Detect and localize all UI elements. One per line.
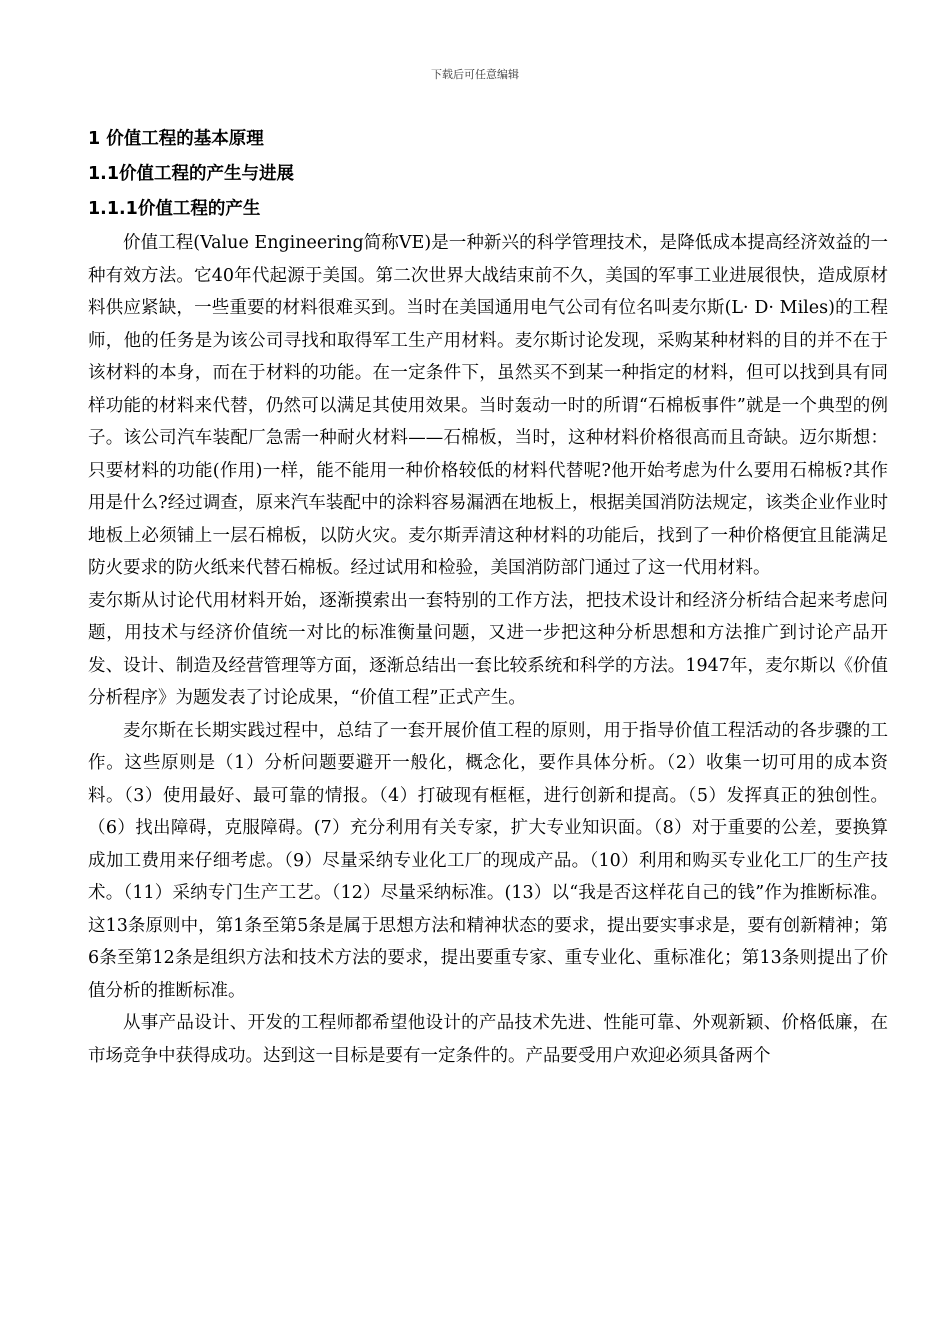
paragraph-methods: 麦尔斯从讨论代用材料开始，逐渐摸索出一套特别的工作方法，把技术设计和经济分析结合起来考虑问题，用技术与经济价值统一对比的标准衡量问题，又进一步把这种分析思想和方法推广到讨论产品开发、设计、制造及经营管理等方面，逐渐总结出一套比较系统和科学的方法。1947年，麦尔斯以《价值分析程序》为题发表了讨论成果，“价值工程”正式产生。 [88,590,888,708]
document-body [88,122,888,1072]
paragraph-origin: 价值工程(Value Engineering简称VE)是一种新兴的科学管理技术，是降低成本提高经济效益的一种有效方法。它40年代起源于美国。第二次世界大战结束前不久，美国的军事工业进展很快，造成原材料供应紧缺，一些重要的材料很难买到。当时在美国通用电气公司有位名叫麦尔斯(L· D· Miles)的工程师，他的任务是为该公司寻找和取得军工生产用材料。麦尔斯讨论发现，采购某种材料的目的并不在于该材料的本身，而在于材料的功能。在一定条件下，虽然买不到某一种指定的材料，但可以找到具有同样功能的材料来代替，仍然可以满足其使用效果。当时轰动一时的所谓“石棉板事件”就是一个典型的例子。该公司汽车装配厂急需一种耐火材料——石棉板，当时，这种材料价格很高而且奇缺。迈尔斯想：只要材料的功能(作用)一样，能不能用一种价格较低的材料代替呢?他开始考虑为什么要用石棉板?其作用是什么?经过调查，原来汽车装配中的涂料容易漏洒在地板上，根据美国消防法规定，该类企业作业时地板上必须铺上一层石棉板，以防火灾。麦尔斯弄清这种材料的功能后，找到了一种价格便宜且能满足防火要求的防火纸来代替石棉板。经过试用和检验，美国消防部门通过了这一代用材料。 [88,233,888,578]
section-heading-1-1-1: 1.1.1价值工程的产生 [88,199,261,219]
section-heading-1-1: 1.1价值工程的产生与进展 [88,164,295,184]
section-heading-1: 1 价值工程的基本原理 [88,129,264,149]
paragraph-product-design: 从事产品设计、开发的工程师都希望他设计的产品技术先进、性能可靠、外观新颖、价格低廉，在市场竞争中获得成功。达到这一目标是要有一定条件的。产品要受用户欢迎必须具备两个 [88,1013,888,1066]
page-header-note: 下载后可任意编辑 [431,68,519,81]
paragraph-principles: 麦尔斯在长期实践过程中，总结了一套开展价值工程的原则，用于指导价值工程活动的各步骤的工作。这些原则是（1）分析问题要避开一般化，概念化，要作具体分析。（2）收集一切可用的成本资料。（3）使用最好、最可靠的情报。（4）打破现有框框，进行创新和提高。（5）发挥真正的独创性。（6）找出障碍，克服障碍。(7）充分利用有关专家，扩大专业知识面。（8）对于重要的公差，要换算成加工费用来仔细考虑。（9）尽量采纳专业化工厂的现成产品。（10）利用和购买专业化工厂的生产技术。（11）采纳专门生产工艺。（12）尽量采纳标准。(13）以“我是否这样花自己的钱”作为推断标准。这13条原则中，第1条至第5条是属于思想方法和精神状态的要求，提出要实事求是，要有创新精神；第6条至第12条是组织方法和技术方法的要求，提出要重专家、重专业化、重标准化；第13条则提出了价值分析的推断标准。 [88,720,888,1001]
